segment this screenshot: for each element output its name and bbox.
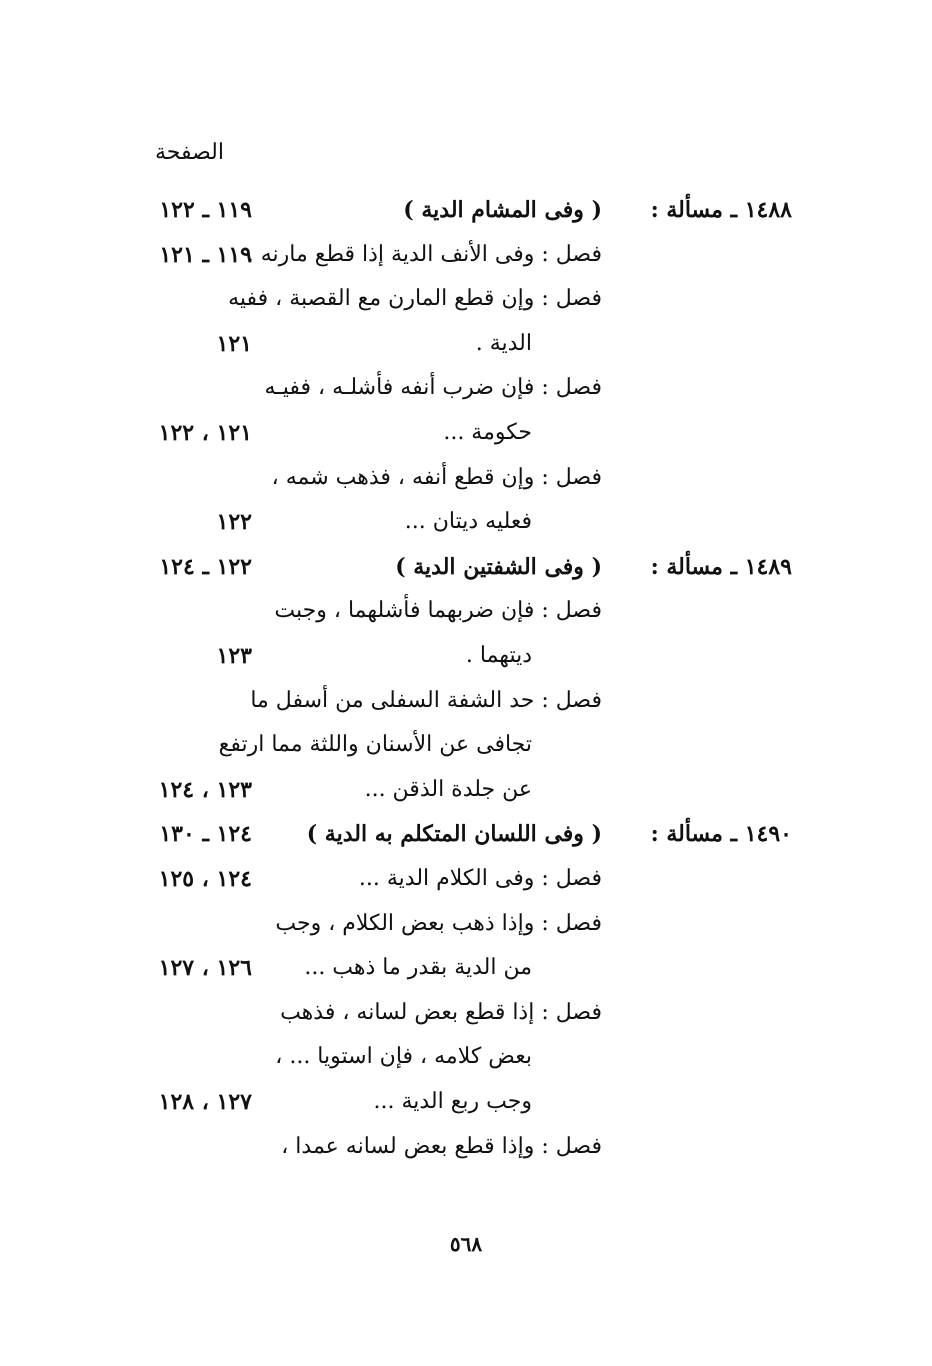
entry-text: الدية . <box>475 331 532 356</box>
page-reference: ١٢٣ <box>216 643 252 669</box>
page-reference: ١٢٣ ، ١٢٤ <box>158 777 252 803</box>
entry-text: بعض كلامه ، فإن استويا ... ، <box>275 1044 532 1069</box>
page-reference: ١٢١ ، ١٢٢ <box>158 420 252 446</box>
masala-title: ( وفى المشام الدية ) <box>403 197 602 223</box>
entry-text: فصل : فإن ضربهما فأشلهما ، وجبت <box>274 598 602 623</box>
entry-text: فصل : وإذا قطع بعض لسانه عمدا ، <box>281 1134 602 1159</box>
entry-text: فصل : وإن قطع أنفه ، فذهب شمه ، <box>271 465 602 490</box>
entry-text: ديتهما . <box>465 643 532 668</box>
entry-text: من الدية بقدر ما ذهب ... <box>304 955 532 980</box>
entry-text: فصل : وإن قطع المارن مع القصبة ، ففيه <box>228 286 602 311</box>
masala-number: ١٤٨٩ ـ مسألة : <box>650 554 792 580</box>
entry-text: وجب ربع الدية ... <box>373 1089 532 1114</box>
entry-text: فصل : وفى الكلام الدية ... <box>358 866 602 891</box>
entry-text: حكومة ... <box>443 420 532 445</box>
page-reference: ١٢٧ ، ١٢٨ <box>158 1089 252 1115</box>
page-reference: ١٢٤ ، ١٢٥ <box>158 866 252 892</box>
page-reference: ١٢٤ ـ ١٣٠ <box>159 821 252 847</box>
entry-text: فصل : حد الشفة السفلى من أسفل ما <box>250 688 602 713</box>
masala-number: ١٤٨٨ ـ مسألة : <box>650 197 792 223</box>
page-reference: ١٢١ <box>216 331 252 357</box>
page-reference: ١١٩ ـ ١٢٢ <box>159 197 252 223</box>
page-reference: ١٢٢ ـ ١٢٤ <box>159 554 252 580</box>
entry-text: عن جلدة الذقن ... <box>364 777 532 802</box>
entry-text: فصل : وإذا ذهب بعض الكلام ، وجب <box>275 911 602 936</box>
masala-title: ( وفى الشفتين الدية ) <box>395 554 602 580</box>
page-reference: ١١٩ ـ ١٢١ <box>159 242 252 268</box>
masala-title: ( وفى اللسان المتكلم به الدية ) <box>306 821 602 847</box>
entry-text: فصل : فإن ضرب أنفه فأشلـه ، ففيـه <box>264 375 602 400</box>
masala-number: ١٤٩٠ ـ مسألة : <box>650 821 792 847</box>
page-column-heading: الصفحة <box>154 140 224 165</box>
page-reference: ١٢٦ ، ١٢٧ <box>158 955 252 981</box>
entry-text: فصل : وفى الأنف الدية إذا قطع مارنه . <box>246 242 602 267</box>
entry-text: فصل : إذا قطع بعض لسانه ، فذهب <box>280 1000 602 1025</box>
entry-text: فعليه ديتان ... <box>404 509 532 534</box>
entry-text: تجافى عن الأسنان واللثة مما ارتفع <box>218 732 532 757</box>
page-number: ٥٦٨ <box>449 1232 483 1256</box>
page-reference: ١٢٢ <box>216 509 252 535</box>
